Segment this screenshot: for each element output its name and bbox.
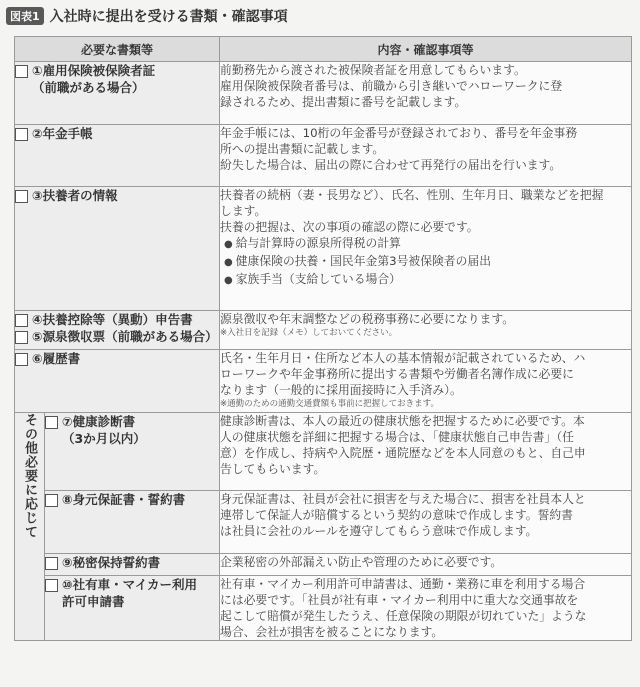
document-name-line: ⑩社有車・マイカー利用 [62,577,197,592]
figure-badge: 図表1 [6,7,44,25]
document-name-line: ②年金手帳 [32,126,93,141]
other-row-document-cell [45,576,220,641]
description-line: 場合、会社が損害を被ることになります。 [220,625,444,639]
table-row [15,413,632,491]
description-line: 起こして賠償が発生したうえ、任意保険の期限が切れていた」ような [220,609,587,623]
document-name-line: ③扶養者の情報 [32,188,118,203]
document-name-line: 許可申請書 [62,594,125,609]
document-name [62,413,146,447]
table-row [15,62,632,125]
description-line: 社有車・マイカー利用許可申請書は、通勤・業務に車を利用する場合 [220,577,586,591]
checkbox[interactable] [15,314,28,327]
document-name-line: ①雇用保険被保険者証 [32,63,156,78]
checklist-item [15,125,219,142]
bullet-item: ● 健康保険の扶養・国民年金第3号被保険者の届出 [220,253,631,271]
table-row [15,125,632,187]
document-name [32,311,193,328]
table-row [15,491,632,554]
document-name-line: ⑤源泉徴収票（前職がある場合） [32,329,218,344]
document-name-line: ⑦健康診断書 [62,414,136,429]
checklist-item [15,187,219,204]
header-documents: 必要な書類等 [15,37,220,62]
checkbox[interactable] [45,579,58,592]
table-body [15,62,632,641]
document-name [32,328,218,345]
document-name [32,125,93,142]
description-line: 雇用保険被保険者番号は、前職から引き継いでハローワークに登 [220,79,563,93]
row-document-cell [15,62,220,125]
checklist-item [15,328,219,345]
row-description-cell [220,125,632,187]
description-line: ローワークや年金事務所に提出する書類や労働者名簿作成に必要に [220,367,574,381]
description-line: 連帯して保証人が賠償するという契約の意味で作成します。誓約書 [220,508,573,522]
description-line: 企業秘密の外部漏えい防止や管理のために必要です。 [220,555,503,569]
checkbox[interactable] [15,353,28,366]
checkbox[interactable] [45,416,58,429]
table-header-row [15,37,632,62]
checklist-item [15,311,219,328]
document-name-line: （前職がある場合） [32,80,145,95]
document-name-line: ⑨秘密保持誓約書 [62,555,161,570]
other-row-description-cell [220,413,632,491]
document-name-line: ⑧身元保証書・誓約書 [62,492,186,507]
checkbox[interactable] [15,331,28,344]
description-line: 身元保証書は、社員が会社に損害を与えた場合に、損害を社員本人と [220,492,586,506]
row-document-cell [15,125,220,187]
description-line: には必要です。「社員が社有車・マイカー利用中に重大な交通事故を [220,593,579,607]
checklist-item [45,491,219,508]
description-line: 録されるため、提出書類に番号を記載します。 [220,95,467,109]
table-row [15,187,632,311]
row-description-cell [220,350,632,413]
description-line: 前勤務先から渡された被保険者証を用意してもらいます。 [220,63,526,77]
document-name [62,576,197,610]
description-line: 氏名・生年月日・住所など本人の基本情報が記載されているため、ハ [220,351,586,365]
other-row-description-cell [220,576,632,641]
checklist-item [45,554,219,571]
figure-caption [6,6,288,26]
bullet-item: ● 給与計算時の源泉所得税の計算 [220,235,631,253]
checkbox[interactable] [45,494,58,507]
side-label: その他必要に応じて [22,413,37,539]
description-line: 告してもらいます。 [220,462,326,476]
document-checklist-table [14,36,632,641]
document-name [32,187,118,204]
description-line: 意）を作成し、持病や入院歴・通院歴などを本人同意のもと、自己申 [220,446,586,460]
row-document-cell [15,350,220,413]
header-details: 内容・確認事項等 [220,37,632,62]
row-description-cell [220,187,632,311]
note-text: ※通勤のための通勤交通費額も事前に把握しておきます。 [220,399,439,409]
description-line: 健康診断書は、本人の最近の健康状態を把握するために必要です。本 [220,414,585,428]
row-description-cell [220,311,632,350]
checkbox[interactable] [15,65,28,78]
description-line: 紛失した場合は、届出の際に合わせて再発行の届出を行います。 [220,158,562,172]
bullet-item: ● 家族手当（支給している場合） [220,271,631,289]
checklist-item [15,350,219,367]
description-line: は社員に会社のルールを遵守してもらう意味で作成します。 [220,524,538,538]
description-line: 所への提出書類に記載します。 [220,142,385,156]
other-row-description-cell [220,554,632,576]
other-row-document-cell [45,491,220,554]
description-line: します。 [220,204,267,218]
checkbox[interactable] [45,557,58,570]
description-line: 扶養の把握は、次の事項の確認の際に必要です。 [220,220,479,234]
note-text: ※入社日を記録（メモ）しておいてください。 [220,328,398,338]
table-row [15,311,632,350]
document-name [32,62,155,96]
document-name-line: ④扶養控除等（異動）申告書 [32,312,193,327]
figure-title: 入社時に提出を受ける書類・確認事項 [49,9,288,25]
description-line: 扶養者の続柄（妻・長男など）、氏名、性別、生年月日、職業などを把握 [220,188,604,202]
description-line: 源泉徴収や年末調整などの税務事務に必要になります。 [220,312,514,326]
checklist-item [15,62,219,96]
checklist-item [45,413,219,447]
side-label-cell [15,413,45,641]
description-line: なります（一般的に採用面接時に入手済み）。 [220,383,462,397]
row-description-cell [220,62,632,125]
other-row-document-cell [45,554,220,576]
description-line: 年金手帳には、10桁の年金番号が登録されており、番号を年金事務 [220,126,578,140]
checklist-item [45,576,219,610]
table-row [15,350,632,413]
row-document-cell [15,187,220,311]
other-row-document-cell [45,413,220,491]
document-name [62,554,160,571]
row-document-cell [15,311,220,350]
other-row-description-cell [220,491,632,554]
checkbox[interactable] [15,190,28,203]
document-name-line: ⑥履歴書 [32,351,81,366]
document-name [62,491,185,508]
table-row [15,576,632,641]
document-name [32,350,80,367]
document-name-line: （3か月以内） [62,431,146,446]
description-line: 人の健康状態を詳細に把握する場合は、「健康状態自己申告書」（任 [220,430,574,444]
checkbox[interactable] [15,128,28,141]
table-row [15,554,632,576]
